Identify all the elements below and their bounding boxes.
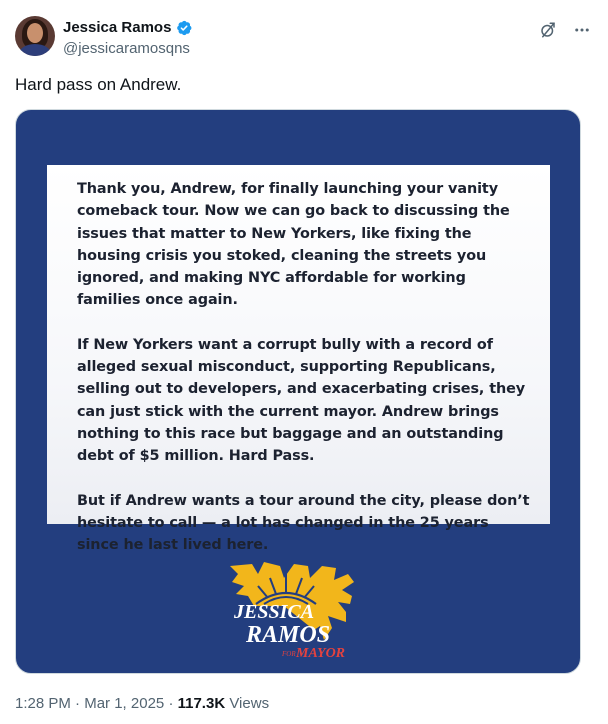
tweet-meta	[15, 694, 269, 714]
avatar[interactable]	[15, 16, 55, 56]
tweet-top-actions	[538, 20, 592, 40]
logo-mayor: MAYOR	[296, 646, 346, 660]
meta-separator: ·	[75, 695, 81, 712]
tweet-date[interactable]: Mar 1, 2025	[84, 695, 165, 712]
tweet-header	[15, 16, 592, 60]
logo-jessica: JESSICA	[234, 601, 315, 623]
author-handle[interactable]: @jessicaramosqns	[63, 40, 190, 57]
statement-paragraph-3: But if Andrew wants a tour around the city, please don’t hesitate to call — a lot has changed in the 25 years since he last lived here.	[77, 492, 530, 554]
statement-paragraph-2: If New Yorkers want a corrupt bully with a record of alleged sexual misconduct, supporting Republicans, selling out to developers, and exacerbating crises, they can just stick with the current mayor. Andrew brings nothing to this race but baggage and an outstanding debt of $5 million. Hard Pass.	[77, 336, 526, 465]
views-label: Views	[229, 695, 270, 712]
author-display-name[interactable]: Jessica Ramos	[63, 19, 172, 36]
more-icon[interactable]	[572, 20, 592, 40]
tweet-text: Hard pass on Andrew.	[15, 75, 182, 94]
campaign-logo	[224, 560, 356, 660]
views-count[interactable]: 117.3K	[177, 695, 226, 712]
author-display-name-row[interactable]	[63, 18, 193, 38]
grok-icon[interactable]	[538, 20, 558, 40]
statement-card	[47, 165, 550, 554]
verified-badge-icon	[175, 19, 193, 37]
tweet-time[interactable]: 1:28 PM	[15, 695, 71, 712]
tweet-media-image[interactable]	[15, 109, 581, 674]
statement-paragraph-1: Thank you, Andrew, for finally launching your vanity comeback tour. Now we can go back to discussing the issues that matter to New Yorkers, like fixing the housing crisis you stoked, cleaning the streets you ignored, and making NYC affordable for working families once again.	[77, 181, 510, 309]
logo-for: FOR	[282, 650, 296, 658]
meta-separator: ·	[168, 695, 174, 712]
logo-ramos: RAMOS	[246, 622, 331, 648]
author-names	[63, 18, 193, 59]
